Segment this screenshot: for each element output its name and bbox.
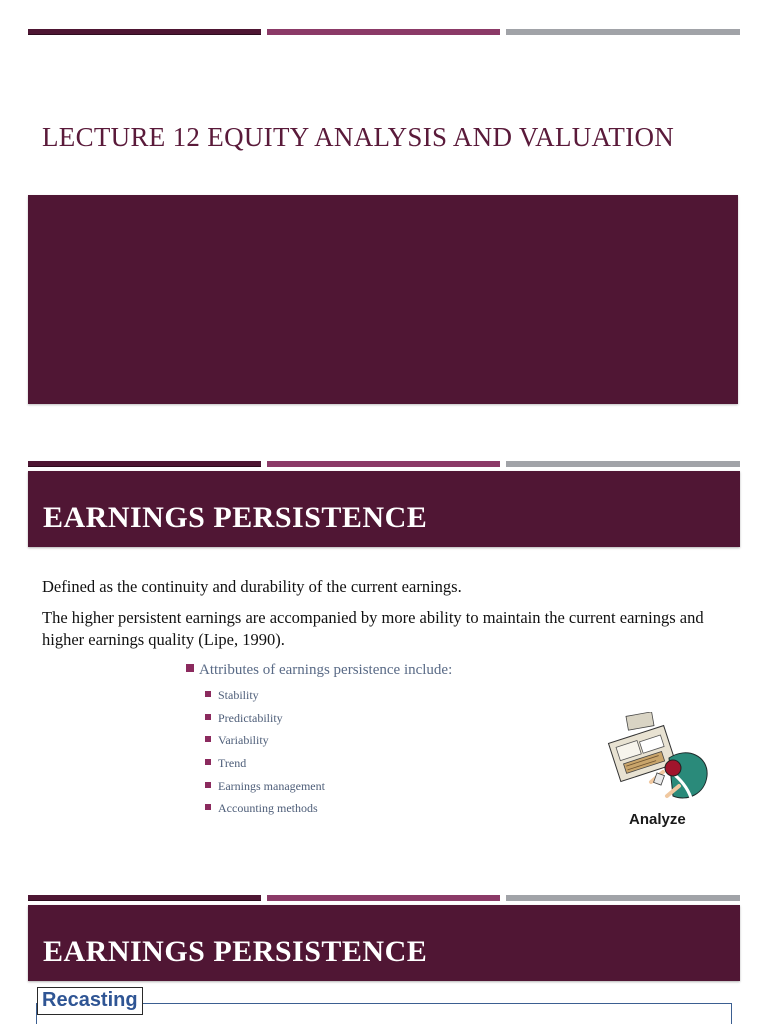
slide-title: LECTURE 12 EQUITY ANALYSIS AND VALUATION (42, 122, 675, 152)
square-bullet-icon (205, 714, 211, 720)
slide-title: EARNINGS PERSISTENCE (43, 935, 428, 968)
list-item (205, 733, 325, 756)
image-caption: Analyze (629, 811, 686, 828)
accent-stripe-mid (267, 895, 500, 901)
list-item-label: Trend (218, 756, 247, 771)
square-bullet-icon (205, 804, 211, 810)
accent-stripe-grey (506, 461, 740, 467)
attributes-list (205, 688, 325, 824)
list-item (205, 711, 325, 734)
list-item (205, 779, 325, 802)
slide-title: EARNINGS PERSISTENCE (43, 501, 428, 534)
square-bullet-icon (186, 664, 194, 672)
list-item-label: Stability (218, 688, 259, 702)
attributes-heading (186, 662, 452, 679)
square-bullet-icon (205, 736, 211, 742)
accent-stripe-grey (506, 895, 740, 901)
list-item-label: Earnings management (218, 778, 325, 793)
list-item (205, 756, 325, 779)
square-bullet-icon (205, 782, 211, 788)
accent-stripe-mid (267, 29, 500, 35)
accent-stripe-dark (28, 895, 261, 901)
title-block (28, 195, 738, 404)
definition-paragraph: Defined as the continuity and durability of the current earnings. (42, 577, 462, 596)
list-item-label: Predictability (218, 710, 283, 725)
title-banner (28, 905, 740, 981)
recasting-label: Recasting (37, 987, 143, 1015)
list-item-label: Accounting methods (218, 801, 318, 816)
accent-stripe-mid (267, 461, 500, 467)
accent-stripe-dark (28, 461, 261, 467)
title-banner (28, 471, 740, 547)
persistence-paragraph: The higher persistent earnings are accompanied by more ability to maintain the current earnings and higher earnings quality (Lipe, 1990). (42, 608, 704, 649)
square-bullet-icon (205, 759, 211, 765)
accent-stripe-dark (28, 29, 261, 35)
accent-stripe-grey (506, 29, 740, 35)
list-item (205, 801, 325, 824)
list-item-label: Variability (218, 733, 269, 748)
attributes-heading-text: Attributes of earnings persistence include: (199, 662, 453, 678)
square-bullet-icon (205, 691, 211, 697)
list-item (205, 688, 325, 711)
analyze-clipart-icon (607, 712, 711, 804)
